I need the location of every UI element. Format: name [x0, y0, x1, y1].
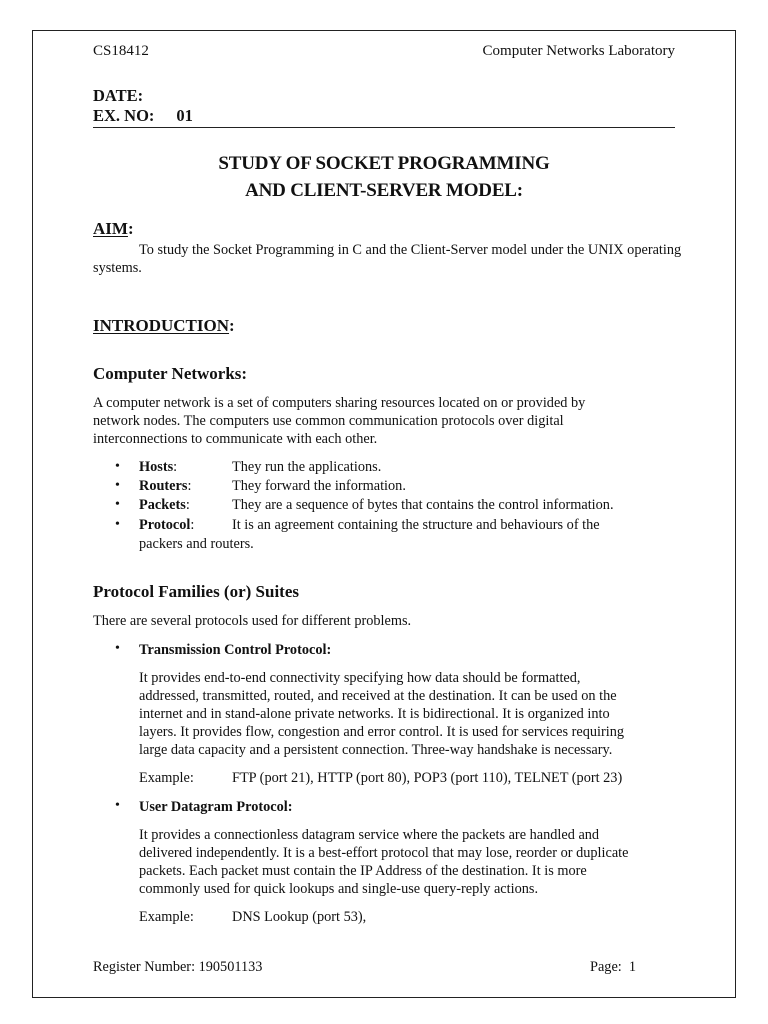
bullet: • — [115, 798, 120, 813]
udp-example-value: DNS Lookup (port 53), — [232, 909, 367, 925]
header-rule — [93, 127, 675, 128]
udp-example-label: Example: — [139, 909, 194, 925]
udp-line-1: It provides a connectionless datagram service where the packets are handled and — [139, 827, 600, 843]
aim-text: To study the Socket Programming in C and the Client-Server model under the UNIX operating systems. — [93, 242, 682, 276]
course-code: CS18412 — [93, 43, 149, 59]
tcp-heading: Transmission Control Protocol: — [139, 642, 332, 658]
list-item-term: Hosts: — [139, 459, 178, 475]
tcp-example-label: Example: — [139, 770, 194, 786]
aim-heading: AIM: — [93, 219, 134, 238]
bullet: • — [115, 517, 120, 532]
title-line-1: STUDY OF SOCKET PROGRAMMING — [218, 153, 550, 174]
computer-networks-heading: Computer Networks: — [93, 364, 248, 383]
computer-networks-line-2: network nodes. The computers use common communication protocols over digital — [93, 413, 564, 429]
bullet: • — [115, 641, 120, 656]
list-item-desc: It is an agreement containing the structure and behaviours of the — [232, 517, 600, 533]
protocol-families-heading: Protocol Families (or) Suites — [93, 582, 300, 601]
introduction-heading-text: INTRODUCTION — [93, 316, 230, 335]
page-number — [590, 958, 636, 976]
computer-networks-line-1: A computer network is a set of computers sharing resources located on or provided by — [93, 395, 586, 411]
bullet: • — [115, 478, 120, 493]
aim-heading-text: AIM — [93, 219, 128, 238]
date-label: DATE: — [93, 86, 144, 105]
tcp-line-5: large data capacity and a persistent connection. Three-way handshake is necessary. — [139, 742, 613, 758]
tcp-line-4: layers. It provides flow, congestion and error control. It is used for services requiring — [139, 724, 625, 740]
list-item-desc-continued: packers and routers. — [139, 536, 254, 552]
list-item-term: Routers: — [139, 478, 192, 494]
tcp-line-1: It provides end-to-end connectivity specifying how data should be formatted, — [139, 670, 581, 686]
register-number: Register Number: 190501133 — [93, 959, 263, 975]
list-item-term: Packets: — [139, 497, 190, 513]
list-item-desc: They run the applications. — [232, 459, 382, 475]
udp-heading: User Datagram Protocol: — [139, 799, 293, 815]
udp-line-4: commonly used for quick lookups and single-use query-reply actions. — [139, 881, 539, 897]
introduction-heading: INTRODUCTION: — [93, 316, 235, 335]
tcp-example-value: FTP (port 21), HTTP (port 80), POP3 (port 110), TELNET (port 23) — [232, 770, 623, 786]
udp-line-2: delivered independently. It is a best-effort protocol that may lose, reorder or duplicate — [139, 845, 629, 861]
exno-label: EX. NO: — [93, 106, 155, 125]
bullet: • — [115, 497, 120, 512]
lab-name: Computer Networks Laboratory — [482, 43, 675, 59]
tcp-line-2: addressed, transmitted, routed, and received at the destination. It can be used on the — [139, 688, 617, 704]
computer-networks-line-3: interconnections to communicate with each other. — [93, 431, 378, 447]
list-item-term: Protocol: — [139, 517, 195, 533]
list-item-desc: They are a sequence of bytes that contains the control information. — [232, 497, 614, 513]
page-number-value: 1 — [628, 959, 637, 975]
protocol-families-intro: There are several protocols used for different problems. — [93, 613, 412, 629]
list-item-desc: They forward the information. — [232, 478, 406, 494]
exno-value: 01 — [176, 106, 193, 125]
page-label: Page: — [590, 959, 622, 975]
bullet: • — [115, 459, 120, 474]
udp-line-3: packets. Each packet must contain the IP Address of the destination. It is more — [139, 863, 587, 879]
tcp-line-3: internet and in stand-alone private networks. It is bidirectional. It is organized into — [139, 706, 610, 722]
title-line-2: AND CLIENT-SERVER MODEL: — [245, 180, 523, 201]
date-exno-block — [93, 86, 193, 126]
